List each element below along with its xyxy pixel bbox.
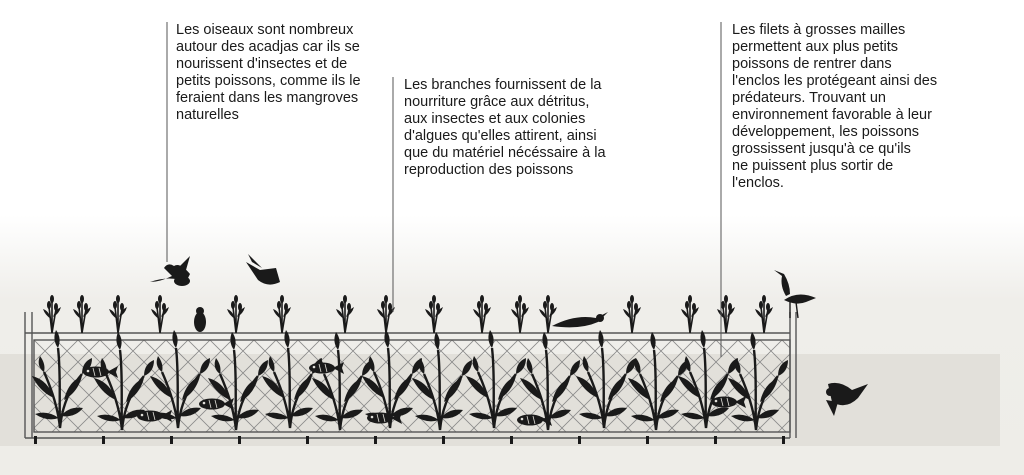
branch-icon <box>511 295 529 333</box>
callout-nets-line: poissons de rentrer dans <box>732 56 892 72</box>
branch-icon <box>227 295 245 333</box>
callout-birds <box>176 22 386 124</box>
callout-nets-line: développement, les poissons <box>732 124 920 140</box>
branch-icon <box>377 295 395 333</box>
bird-icon <box>194 307 206 332</box>
callout-nets-line: prédateurs. Trouvant un <box>732 90 886 106</box>
branch-icon <box>151 295 169 333</box>
branch-icon <box>755 295 773 333</box>
branch-icon <box>717 295 735 333</box>
callout-nets-line: Les filets à grosses mailles <box>732 22 906 38</box>
branch-tops <box>43 295 773 333</box>
callout-branches-line: Les branches fournissent de la <box>404 77 602 93</box>
branch-icon <box>273 295 291 333</box>
bird-icon <box>246 254 280 285</box>
callout-nets-line: grossissent jusqu'à ce qu'ils <box>732 141 911 157</box>
branch-icon <box>43 295 61 333</box>
callout-branches <box>404 77 629 179</box>
callout-nets-line: environnement favorable à leur <box>732 107 932 123</box>
callout-birds-line: autour des acadjas car ils se <box>176 39 360 55</box>
branch-icon <box>623 295 641 333</box>
branch-icon <box>109 295 127 333</box>
heron-icon <box>774 270 816 318</box>
callout-nets <box>732 22 960 192</box>
callout-birds-line: naturelles <box>176 107 239 123</box>
callout-birds-line: nourissent d'insectes et de <box>176 56 348 72</box>
callout-branches-line: que du matériel nécéssaire à la <box>404 145 606 161</box>
kingfisher-icon <box>552 312 608 327</box>
bird-icon <box>150 256 190 286</box>
callout-branches-line: d'algues qu'elles attirent, ainsi <box>404 128 597 144</box>
callout-birds-line: feraient dans les mangroves <box>176 90 359 106</box>
callout-branches-line: aux insectes et aux colonies <box>404 111 586 127</box>
callout-branches-line: reproduction des poissons <box>404 162 574 178</box>
branch-icon <box>73 295 91 333</box>
branch-icon <box>425 295 443 333</box>
callout-branches-line: nourriture grâce aux détritus, <box>404 94 590 110</box>
callout-nets-line: ne puissent plus sortir de <box>732 158 894 174</box>
callout-birds-line: Les oiseaux sont nombreux <box>176 22 354 38</box>
branch-icon <box>681 295 699 333</box>
branch-icon <box>539 295 557 333</box>
callout-nets-line: l'enclos. <box>732 175 784 191</box>
callout-birds-line: petits poissons, comme ils le <box>176 73 361 89</box>
branch-icon <box>473 295 491 333</box>
callout-nets-line: permettent aux plus petits <box>732 39 899 55</box>
branch-icon <box>336 295 354 333</box>
callout-nets-line: l'enclos les protégeant ainsi des <box>732 73 938 89</box>
